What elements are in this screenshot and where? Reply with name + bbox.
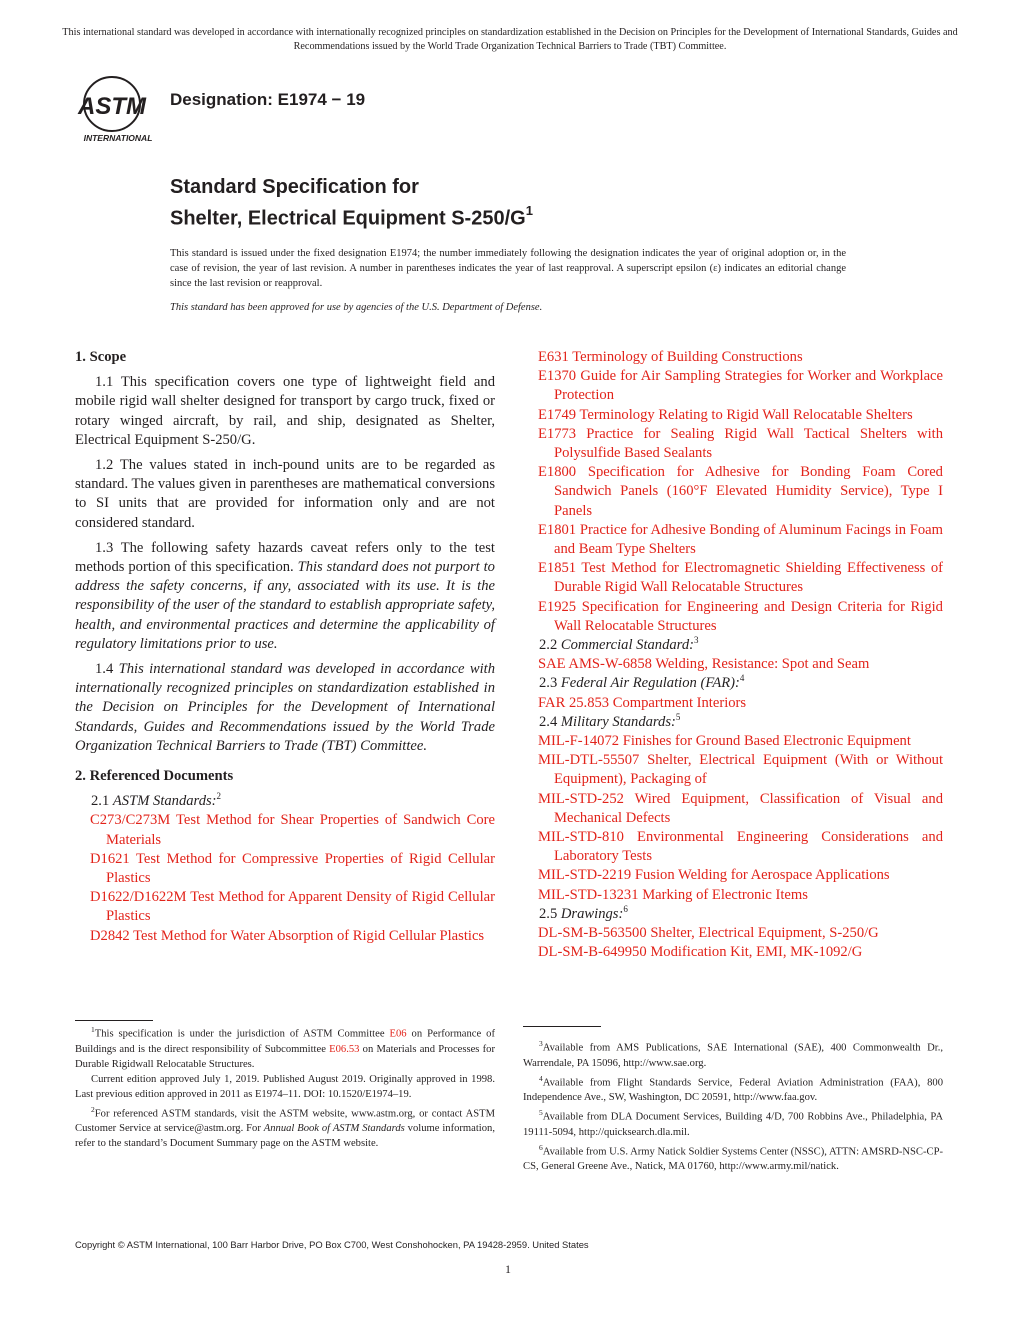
footnote-1-text-b: on Performance of Buildings and is the direct responsibility of Subcommittee	[75, 1028, 495, 1055]
logo-text: ASTM	[78, 93, 146, 120]
reference-item	[523, 828, 943, 866]
reference-title-link[interactable]: Compartment Interiors	[612, 694, 747, 711]
reference-code-link[interactable]: E1800	[538, 464, 577, 481]
right-column	[523, 348, 943, 963]
drawings-list	[523, 924, 943, 962]
reference-item	[523, 866, 943, 885]
reference-code-link[interactable]: D2842	[90, 927, 130, 944]
reference-code-link[interactable]: E1749	[538, 406, 577, 423]
reference-item	[523, 943, 943, 962]
astm-logo	[74, 74, 164, 144]
footnote-2-italic: Annual Book of ASTM Standards	[263, 1123, 405, 1135]
footnote-6	[523, 1140, 943, 1175]
footnote-1-text-c: on Materials and Processes for Durable Rigidwall Relocatable Structures.	[75, 1043, 495, 1070]
left-column	[75, 348, 495, 946]
far-label	[539, 674, 943, 693]
reference-title-link[interactable]: Modification Kit, EMI, MK-1092/G	[650, 944, 863, 961]
footnote-2-text-a: For referenced ASTM standards, visit the ASTM website, www.astm.org, or contact ASTM Customer Service at service@astm.org. For	[75, 1108, 495, 1135]
reference-code-link[interactable]: D1621	[90, 850, 130, 867]
footnote-mark: 5	[539, 1108, 543, 1118]
astm-standards-text: ASTM Standards:	[112, 793, 217, 810]
reference-item	[75, 927, 495, 946]
scope-heading: 1. Scope	[75, 349, 127, 365]
footnote-2-mark: 2	[91, 1104, 95, 1114]
reference-title-link[interactable]: Test Method for Compressive Properties of Rigid Cellular Plastics	[106, 850, 495, 887]
military-num: 2.4	[539, 713, 561, 730]
subcommittee-e0653-link[interactable]: E06.53	[329, 1043, 360, 1055]
reference-code-link[interactable]: D1622/D1622M	[90, 889, 187, 906]
reference-title-link[interactable]: Shelter, Electrical Equipment, S-250/G	[650, 925, 879, 942]
reference-code-link[interactable]: DL-SM-B-563500	[538, 925, 647, 942]
footnote-1-edition: Current edition approved July 1, 2019. Published August 2019. Originally approved in 1998. Last previous edition approved in 2011 as E1974–11. DOI: 10.1520/E1974–19.	[75, 1073, 495, 1100]
reference-title-link[interactable]: Welding, Resistance: Spot and Seam	[655, 656, 870, 673]
dod-approval-notice: This standard has been approved for use by agencies of the U.S. Department of Defense.	[170, 302, 543, 313]
scope-1-3-text: 1.3 The following safety hazards caveat refers only to the test methods portion of this specification.	[75, 539, 495, 576]
reference-title-link[interactable]: Guide for Air Sampling Strategies for Worker and Workplace Protection	[554, 368, 944, 404]
drawings-footnote: 6	[623, 904, 628, 915]
reference-code-link[interactable]: MIL-STD-13231	[538, 886, 639, 903]
reference-code-link[interactable]: E631	[538, 349, 569, 365]
astm-standards-num: 2.1	[91, 793, 113, 810]
astm-standards-list-part1	[75, 811, 495, 945]
designation-explanation: This standard is issued under the fixed designation E1974; the number immediately following the designation indicates the year of original adoption or, in the case of revision, the year of last revision. A number in parentheses indicates the year of last reapproval. A superscript epsilon (ε) indicates an editorial change since the last revision or reapproval.	[170, 248, 846, 289]
military-standards-label	[539, 713, 943, 732]
standard-title	[170, 174, 533, 232]
reference-code-link[interactable]: E1851	[538, 560, 577, 577]
reference-title-link[interactable]: Terminology Relating to Rigid Wall Relocatable Shelters	[579, 406, 913, 423]
far-list	[523, 694, 943, 713]
footnote-mark: 3	[539, 1039, 543, 1048]
drawings-text: Drawings:	[560, 905, 624, 922]
far-num: 2.3	[539, 675, 561, 692]
reference-title-link[interactable]: Terminology of Building Constructions	[572, 349, 803, 365]
reference-title-link[interactable]: Test Method for Apparent Density of Rigid Cellular Plastics	[106, 889, 496, 925]
reference-title-link[interactable]: Practice for Adhesive Bonding of Aluminum Facings in Foam and Beam Type Shelters	[554, 521, 943, 558]
reference-code-link[interactable]: C273/C273M	[90, 812, 171, 829]
reference-item	[75, 811, 495, 849]
footnote-text: Available from DLA Document Services, Building 4/D, 700 Robbins Ave., Philadelphia, PA 19111-5094, http://quicksearch.dla.mil.	[523, 1111, 943, 1138]
reference-code-link[interactable]: MIL-STD-810	[538, 829, 624, 846]
commercial-text: Commercial Standard:	[560, 637, 694, 654]
reference-code-link[interactable]: FAR 25.853	[538, 694, 610, 711]
reference-item	[523, 598, 943, 636]
footnote-2	[75, 1102, 495, 1152]
scope-1-4-num: 1.4	[95, 661, 119, 678]
reference-code-link[interactable]: MIL-DTL-55507	[538, 752, 640, 769]
scope-1-2: 1.2 The values stated in inch-pound units are to be regarded as standard. The values given in parentheses are mathematical conversions to SI units that are provided for information only and are not considered standard.	[75, 457, 495, 531]
title-line-1: Standard Specification for	[170, 176, 419, 198]
reference-code-link[interactable]: E1773	[538, 425, 577, 442]
footnote-text: Available from Flight Standards Service, Federal Aviation Administration (FAA), 800 Independence Ave., SW, Washington, DC 20591, http://www.faa.gov.	[523, 1077, 943, 1104]
reference-item	[523, 655, 943, 674]
scope-1-3	[75, 539, 495, 654]
reference-item	[523, 751, 943, 789]
astm-standards-list-part2	[523, 348, 943, 636]
commercial-footnote: 3	[693, 635, 699, 646]
commercial-num: 2.2	[539, 637, 561, 654]
reference-item	[75, 850, 495, 888]
reference-item	[523, 732, 943, 751]
reference-code-link[interactable]: MIL-F-14072	[538, 733, 620, 750]
reference-item	[523, 924, 943, 943]
footnote-4	[523, 1071, 943, 1106]
footnote-text: Available from U.S. Army Natick Soldier Systems Center (NSSC), ATTN: AMSRD-NSC-CP-CS, General Greene Ave., Natick, MA 01760, http://www.army.mil/natick.	[523, 1146, 943, 1173]
title-footnote-mark: 1	[525, 203, 533, 218]
footnote-1	[75, 1022, 495, 1072]
military-standards-list	[523, 732, 943, 905]
reference-item	[75, 888, 495, 926]
footnote-1-mark: 1	[91, 1025, 95, 1034]
reference-title-link[interactable]: Environmental Engineering Considerations and Laboratory Tests	[554, 829, 943, 865]
footnote-3	[523, 1036, 943, 1071]
reference-title-link[interactable]: Wired Equipment, Classification of Visual and Mechanical Defects	[554, 790, 943, 826]
reference-code-link[interactable]: E1370	[538, 368, 577, 385]
scope-1-4	[75, 660, 495, 756]
reference-title-link[interactable]: Test Method for Shear Properties of Sandwich Core Materials	[106, 812, 495, 848]
reference-title-link[interactable]: Finishes for Ground Based Electronic Equipment	[622, 733, 911, 750]
reference-item	[523, 790, 943, 828]
commercial-standard-label	[539, 636, 943, 655]
international-standard-notice: This international standard was developed in accordance with internationally recognized principles on standardization established in the Decision on Principles for the Development of International Standards, Guides and Recommendations issued by the World Trade Organization Technical Barriers to Trade (TBT) Committee.	[62, 27, 958, 52]
scope-1-1: 1.1 This specification covers one type of lightweight field and mobile rigid wall shelter designed for transport by cargo truck, fixed or rotary winged aircraft, by rail, and ship, designated as Shelter, Electrical Equipment S-250/G.	[75, 374, 495, 448]
reference-title-link[interactable]: Shelter, Electrical Equipment (With or Without Equipment), Packaging of	[554, 752, 943, 788]
reference-item	[523, 559, 943, 597]
title-line-2: Shelter, Electrical Equipment S-250/G	[170, 207, 526, 230]
reference-title-link[interactable]: Specification for Engineering and Design Criteria for Rigid Wall Relocatable Structures	[554, 598, 943, 634]
scope-1-4-text: This international standard was developed in accordance with internationally recognized principles on standardization established in the Decision on Principles for the Development of International Standards, Guides and Recommendations issued by the World Trade Organization Technical Barriers to Trade (TBT) Committee.	[75, 661, 496, 754]
footnote-rule-left	[75, 1020, 153, 1021]
astm-logo-icon	[74, 74, 164, 144]
far-footnote: 4	[739, 673, 745, 684]
reference-title-link[interactable]: Specification for Adhesive for Bonding Foam Cored Sandwich Panels (160°F Elevated Humidity Service), Type I Panels	[554, 464, 943, 519]
designation: Designation: E1974 − 19	[170, 90, 366, 109]
footnote-rule-right	[523, 1026, 601, 1027]
astm-standards-footnote: 2	[216, 791, 222, 802]
reference-item	[523, 521, 943, 559]
reference-item	[523, 694, 943, 713]
commercial-standards-list	[523, 655, 943, 674]
reference-title-link[interactable]: Marking of Electronic Items	[642, 886, 808, 903]
reference-code-link[interactable]: MIL-STD-252	[538, 790, 624, 807]
footnote-2-text-b: volume information, refer to the standard’s Document Summary page on the ASTM website.	[75, 1123, 495, 1150]
reference-title-link[interactable]: Fusion Welding for Aerospace Applications	[634, 867, 890, 884]
referenced-documents-heading: 2. Referenced Documents	[75, 768, 234, 785]
committee-e06-link[interactable]: E06	[389, 1028, 407, 1040]
footnote-1-text-a: This specification is under the jurisdiction of ASTM Committee	[94, 1028, 390, 1040]
footnote-5	[523, 1105, 943, 1140]
military-text: Military Standards:	[560, 713, 676, 730]
reference-title-link[interactable]: Test Method for Electromagnetic Shielding Effectiveness of Durable Rigid Wall Relocatable Structures	[554, 560, 943, 596]
drawings-num: 2.5	[539, 905, 561, 922]
far-text: Federal Air Regulation (FAR):	[560, 675, 740, 692]
footnote-text: Available from AMS Publications, SAE International (SAE), 400 Commonwealth Dr., Warrendale, PA 15096, http://www.sae.org.	[523, 1042, 943, 1069]
reference-item	[523, 886, 943, 905]
footnotes-right	[523, 1036, 943, 1174]
reference-title-link[interactable]: Practice for Sealing Rigid Wall Tactical Shelters with Polysulfide Based Sealants	[554, 425, 943, 462]
copyright-notice: Copyright © ASTM International, 100 Barr Harbor Drive, PO Box C700, West Conshohocken, PA 19428-2959. United States	[75, 1239, 589, 1250]
reference-item	[523, 348, 943, 367]
reference-code-link[interactable]: E1925	[538, 598, 577, 615]
reference-item	[523, 406, 943, 425]
reference-title-link[interactable]: Test Method for Water Absorption of Rigid Cellular Plastics	[133, 927, 485, 944]
footnotes-left	[75, 1022, 495, 1151]
reference-code-link[interactable]: SAE AMS-W-6858	[538, 656, 652, 673]
reference-item	[523, 425, 943, 463]
footnote-mark: 4	[539, 1073, 543, 1083]
astm-standards-label	[91, 792, 495, 811]
reference-code-link[interactable]: E1801	[538, 521, 577, 538]
reference-code-link[interactable]: MIL-STD-2219	[538, 867, 632, 884]
footnote-mark: 6	[539, 1142, 543, 1152]
drawings-label	[539, 905, 943, 924]
military-footnote: 5	[675, 712, 681, 722]
page-number: 1	[505, 1262, 511, 1276]
reference-code-link[interactable]: DL-SM-B-649950	[538, 944, 647, 961]
reference-item	[523, 367, 943, 405]
scope-1-3-caveat: This standard does not purport to address the safety concerns, if any, associated with its use. It is the responsibility of the user of the standard to establish appropriate safety, health, and environmental practices and determine the applicability of regulatory limitations prior to use.	[75, 559, 495, 652]
reference-item	[523, 463, 943, 521]
logo-subtext: INTERNATIONAL	[83, 133, 153, 143]
